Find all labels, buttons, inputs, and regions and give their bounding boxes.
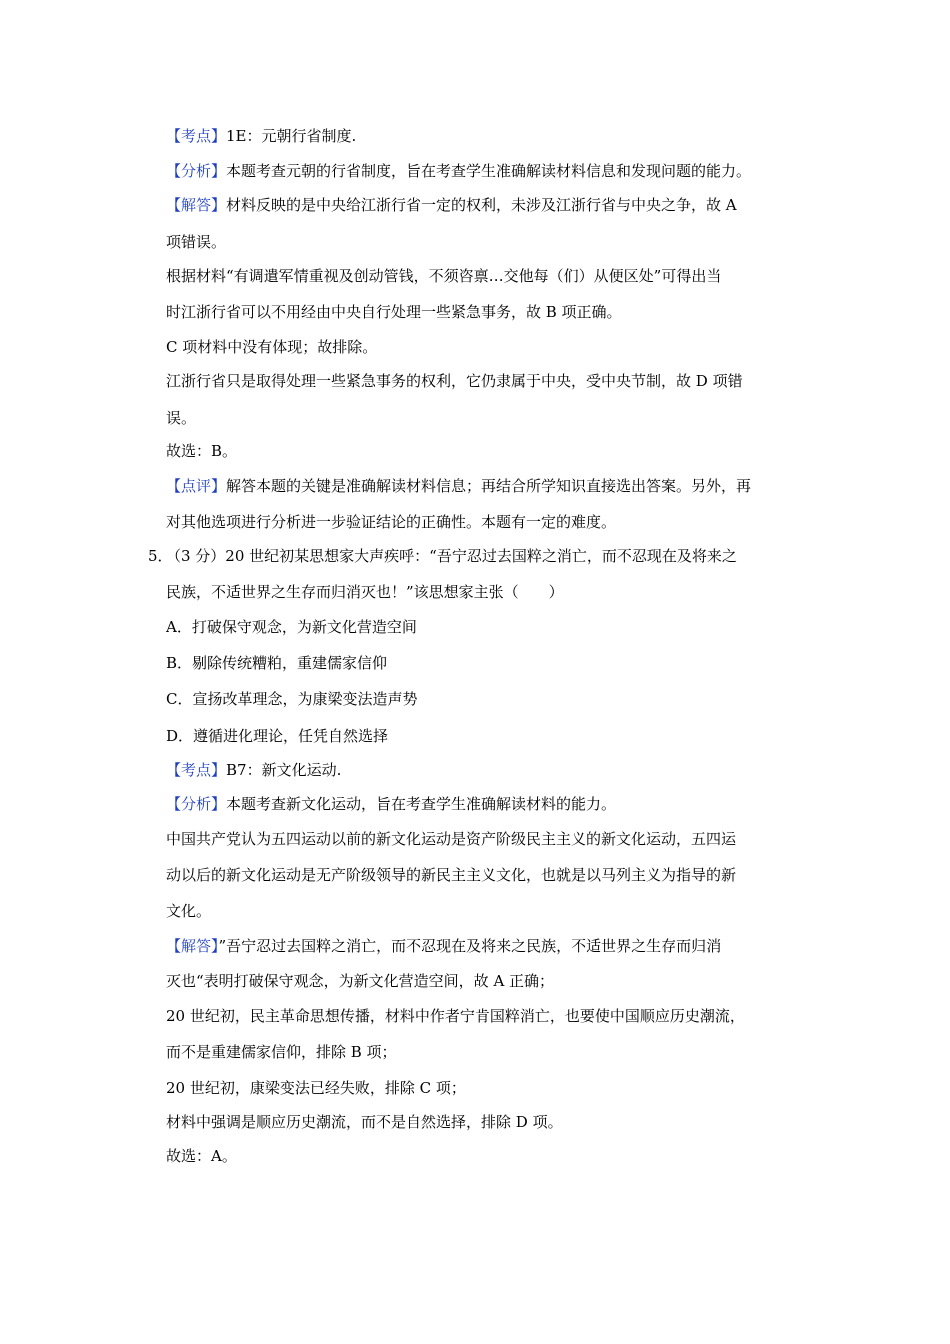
question-number: 5． bbox=[148, 547, 173, 565]
jieda-line: 江浙行省只是取得处理一些紧急事务的权利，它仍隶属于中央，受中央节制，故 D 项错 bbox=[166, 372, 743, 390]
option-c: C．宣扬改革理念，为康梁变法造声势 bbox=[166, 690, 418, 708]
jieda-line: 20 世纪初，康梁变法已经失败，排除 C 项； bbox=[166, 1079, 466, 1097]
jieda-line: 时江浙行省可以不用经由中央自行处理一些紧急事务，故 B 项正确。 bbox=[166, 303, 622, 321]
jieda-line: 而不是重建儒家信仰，排除 B 项； bbox=[166, 1043, 397, 1061]
dianping-tag: 【点评】 bbox=[166, 477, 227, 495]
jieda-line: 灭也“表明打破保守观念，为新文化营造空间，故 A 正确； bbox=[166, 972, 555, 990]
fenxi-line: 中国共产党认为五四运动以前的新文化运动是资产阶级民主主义的新文化运动，五四运 bbox=[166, 830, 737, 848]
kaodian-tag: 【考点】 bbox=[166, 761, 227, 779]
jieda-line bbox=[166, 195, 816, 215]
jieda-tag: 【解答】 bbox=[166, 937, 219, 955]
dianping-line: 对其他选项进行分析进一步验证结论的正确性。本题有一定的难度。 bbox=[166, 513, 617, 531]
question-stem: 民族，不适世界之生存而归消灭也！”该思想家主张（ ） bbox=[166, 583, 564, 601]
fenxi-tag: 【分析】 bbox=[166, 162, 227, 180]
jieda-tag: 【解答】 bbox=[166, 196, 227, 214]
dianping-line bbox=[166, 476, 816, 496]
jieda-line: 误。 bbox=[166, 409, 197, 427]
fenxi-text: 本题考查新文化运动，旨在考查学生准确解读材料的能力。 bbox=[226, 795, 617, 813]
jieda-line: 20 世纪初，民主革命思想传播，材料中作者宁肯国粹消亡，也要使中国顺应历史潮流， bbox=[166, 1007, 745, 1025]
jieda-line bbox=[166, 936, 816, 956]
option-b: B．剔除传统糟粕，重建儒家信仰 bbox=[166, 654, 388, 672]
answer-line: 故选：B。 bbox=[166, 442, 238, 460]
jieda-line: 材料中强调是顺应历史潮流，而不是自然选择，排除 D 项。 bbox=[166, 1113, 563, 1131]
jieda-text: 材料反映的是中央给江浙行省一定的权利，未涉及江浙行省与中央之争，故 A bbox=[226, 196, 737, 214]
fenxi-line bbox=[166, 794, 816, 814]
option-d: D．遵循进化理论，任凭自然选择 bbox=[166, 727, 389, 745]
jieda-line: 根据材料“有调遣军情重视及创动管钱，不须咨禀…交他每（们）从便区处”可得出当 bbox=[166, 267, 722, 285]
fenxi-text: 本题考查元朝的行省制度，旨在考查学生准确解读材料信息和发现问题的能力。 bbox=[226, 162, 752, 180]
jieda-line: 项错误。 bbox=[166, 233, 227, 251]
kaodian-text: B7：新文化运动. bbox=[226, 761, 342, 779]
question-stem bbox=[148, 546, 816, 566]
fenxi-line: 动以后的新文化运动是无产阶级领导的新民主主义文化，也就是以马列主义为指导的新 bbox=[166, 866, 737, 884]
option-a: A．打破保守观念，为新文化营造空间 bbox=[166, 618, 417, 636]
fenxi-line bbox=[166, 161, 816, 181]
jieda-line: C 项材料中没有体现；故排除。 bbox=[166, 338, 378, 356]
fenxi-tag: 【分析】 bbox=[166, 795, 227, 813]
jieda-text: ”吾宁忍过去国粹之消亡，而不忍现在及将来之民族，不适世界之生存而归消 bbox=[218, 937, 722, 955]
fenxi-line: 文化。 bbox=[166, 902, 212, 920]
kaodian-line bbox=[166, 126, 816, 146]
kaodian-text: 1E：元朝行省制度. bbox=[226, 127, 357, 145]
question-stem-text: （3 分）20 世纪初某思想家大声疾呼：“吾宁忍过去国粹之消亡，而不忍现在及将来之 bbox=[166, 547, 737, 565]
dianping-text: 解答本题的关键是准确解读材料信息；再结合所学知识直接选出答案。另外，再 bbox=[226, 477, 752, 495]
answer-line: 故选：A。 bbox=[166, 1147, 237, 1165]
kaodian-tag: 【考点】 bbox=[166, 127, 227, 145]
kaodian-line bbox=[166, 760, 816, 780]
